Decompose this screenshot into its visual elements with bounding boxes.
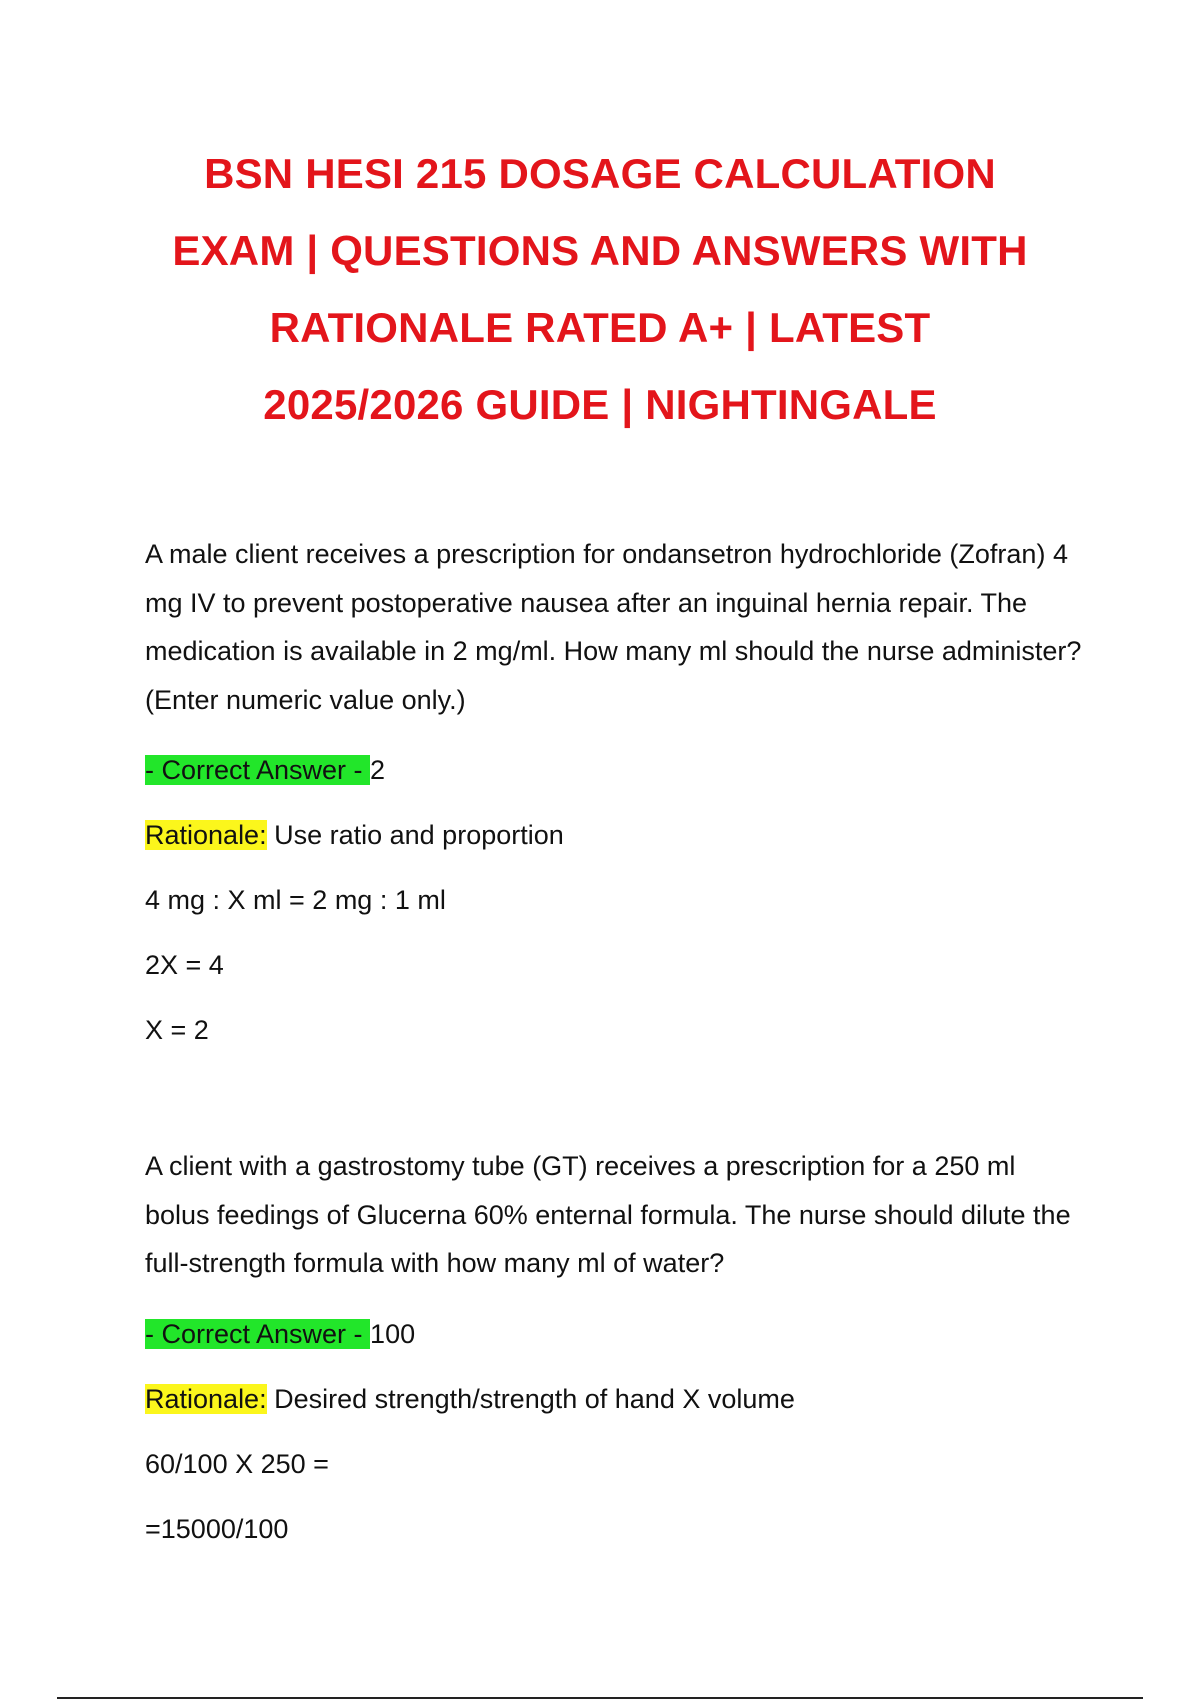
correct-answer-value: 2 <box>370 755 386 785</box>
calculation-line: 4 mg : X ml = 2 mg : 1 ml <box>145 885 446 915</box>
rationale-line <box>145 817 1085 853</box>
footer-divider <box>57 1697 1143 1699</box>
calculation-line: X = 2 <box>145 1015 209 1045</box>
rationale-text: Use ratio and proportion <box>266 820 564 850</box>
title-line-4: 2025/2026 GUIDE | NIGHTINGALE <box>263 381 937 428</box>
question-block-2 <box>145 1142 1085 1547</box>
calculation-line: 2X = 4 <box>145 950 224 980</box>
correct-answer-label: - Correct Answer - <box>145 1318 371 1349</box>
calculation-line: 60/100 X 250 = <box>145 1448 329 1479</box>
title-line-3: RATIONALE RATED A+ | LATEST <box>269 304 931 351</box>
correct-answer-label: - Correct Answer - <box>145 755 371 785</box>
answer-line <box>145 1316 1085 1352</box>
question-text: A male client receives a prescription for ondansetron hydrochloride (Zofran) 4 mg IV to prevent postoperative nausea after an inguinal hernia repair. The medication is available in 2 mg/ml. How many ml should the nurse administer? (Enter numeric value only.) <box>145 539 1082 715</box>
document-body <box>145 530 1085 1547</box>
title-line-1: BSN HESI 215 DOSAGE CALCULATION <box>204 150 996 197</box>
rationale-label: Rationale: <box>145 1383 267 1414</box>
rationale-line <box>145 1381 1085 1417</box>
question-text: A client with a gastrostomy tube (GT) receives a prescription for a 250 ml bolus feedings of Glucerna 60% enternal formula. The nurse should dilute the full-strength formula with how many ml of water? <box>145 1151 1071 1278</box>
rationale-text: Desired strength/strength of hand X volume <box>266 1383 795 1414</box>
correct-answer-value: 100 <box>370 1318 416 1349</box>
rationale-label: Rationale: <box>145 820 267 850</box>
section-spacer <box>145 1048 1085 1142</box>
answer-line <box>145 752 1085 788</box>
document-title <box>100 135 1100 443</box>
question-block-1 <box>145 530 1085 1048</box>
calculation-line: =15000/100 <box>145 1513 289 1544</box>
title-line-2: EXAM | QUESTIONS AND ANSWERS WITH <box>172 227 1028 274</box>
